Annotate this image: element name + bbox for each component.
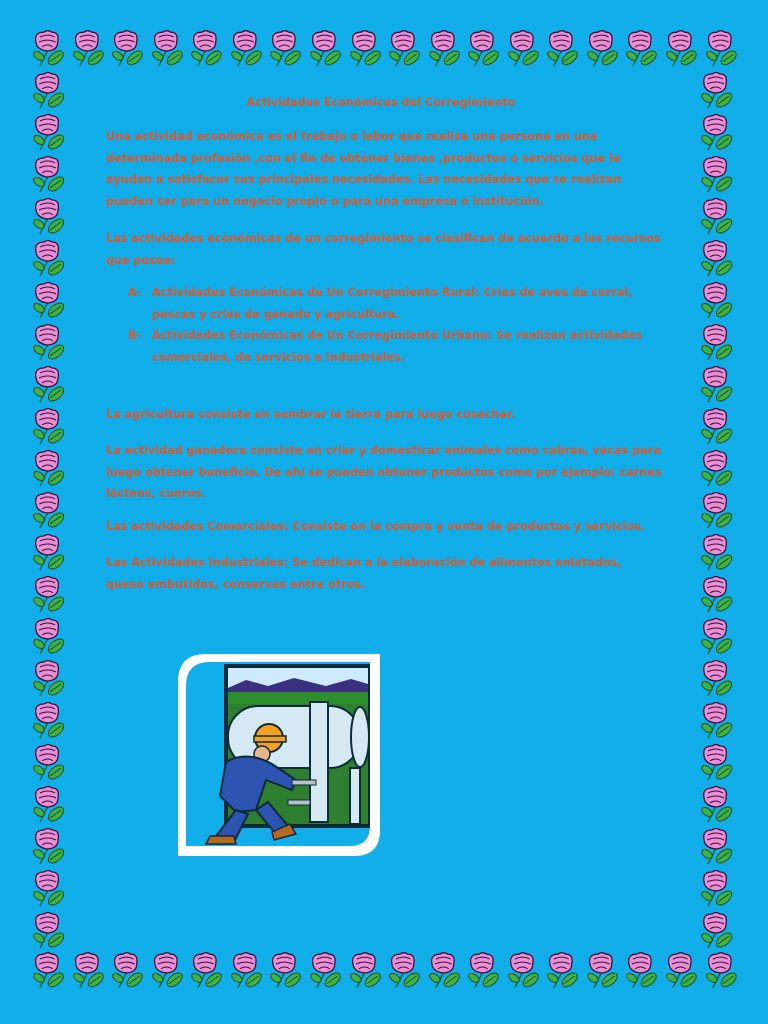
rose-border-icon — [265, 28, 305, 68]
rose-border-icon — [696, 616, 736, 656]
rose-border-icon — [265, 950, 305, 990]
pipeline-worker-clipart — [176, 650, 382, 858]
document-title: Actividades Económicas del Corregimiento — [246, 96, 516, 109]
rose-border-icon — [28, 616, 68, 656]
rose-border-icon — [503, 950, 543, 990]
rose-border-icon — [424, 28, 464, 68]
rose-border-icon — [424, 950, 464, 990]
rose-border-icon — [345, 950, 385, 990]
rose-border-icon — [696, 658, 736, 698]
rose-border-icon — [696, 448, 736, 488]
rose-border-right — [696, 70, 740, 950]
list-marker: B- — [128, 329, 142, 342]
rose-border-icon — [463, 28, 503, 68]
list-marker: A- — [128, 286, 142, 299]
rose-border-left — [28, 70, 72, 950]
rose-border-icon — [28, 154, 68, 194]
rose-border-icon — [345, 28, 385, 68]
rose-border-icon — [701, 950, 741, 990]
rose-border-icon — [28, 658, 68, 698]
rose-border-icon — [696, 910, 736, 950]
list-item — [128, 325, 648, 368]
rose-border-icon — [28, 322, 68, 362]
rose-border-icon — [696, 574, 736, 614]
rose-border-icon — [147, 28, 187, 68]
rose-border-icon — [28, 700, 68, 740]
rose-border-icon — [503, 28, 543, 68]
rose-border-icon — [696, 532, 736, 572]
rose-border-icon — [28, 70, 68, 110]
paragraph-agriculture: La agricultura consiste en sembrar la tierra para luego cosechar. — [106, 408, 516, 421]
rose-border-icon — [186, 28, 226, 68]
rose-border-icon — [68, 950, 108, 990]
rose-border-icon — [28, 196, 68, 236]
paragraph-commercial: Las actividades Comerciales: Consiste en la compra y venta de productos y servicios. — [106, 520, 645, 533]
rose-border-icon — [582, 950, 622, 990]
rose-border-icon — [701, 28, 741, 68]
rose-border-icon — [696, 280, 736, 320]
rose-border-icon — [28, 28, 68, 68]
rose-border-icon — [542, 28, 582, 68]
rose-border-icon — [107, 950, 147, 990]
rose-border-icon — [384, 28, 424, 68]
rose-border-icon — [582, 28, 622, 68]
rose-border-icon — [107, 28, 147, 68]
paragraph-definition: Una actividad económica es el trabajo o labor que realiza una persona en una determinada profesión ,con el fin de obtener bienes ,productos o servicios que le ayudan a satisfacer sus principales necesidades. Las necesidades que se realizan pueden ser para un negocio propio o para una empresa o institución. — [106, 130, 622, 208]
rose-border-icon — [661, 950, 701, 990]
rose-border-icon — [696, 826, 736, 866]
rose-border-icon — [28, 112, 68, 152]
rose-border-icon — [28, 406, 68, 446]
rose-border-icon — [147, 950, 187, 990]
rose-border-icon — [463, 950, 503, 990]
rose-border-icon — [226, 28, 266, 68]
rose-border-top — [28, 28, 740, 72]
rose-border-icon — [28, 532, 68, 572]
rose-border-icon — [28, 910, 68, 950]
rose-border-icon — [28, 950, 68, 990]
rose-border-icon — [696, 196, 736, 236]
rose-border-icon — [696, 490, 736, 530]
rose-border-icon — [621, 28, 661, 68]
rose-border-icon — [28, 364, 68, 404]
rose-border-icon — [68, 28, 108, 68]
rose-border-icon — [28, 574, 68, 614]
list-item-text: Actividades Económicas de Un Corregimiento Urbano: Se realizan actividades comerciales, de servicios e industriales. — [152, 329, 643, 364]
rose-border-icon — [28, 280, 68, 320]
paragraph-livestock: La actividad ganadera consiste en criar y domesticar animales como cabras, vacas para luego obtener beneficio. De ahí se pueden obtener productos como por ejemplo: carnes lácteos, cueros. — [106, 444, 662, 500]
rose-border-icon — [696, 406, 736, 446]
rose-border-icon — [226, 950, 266, 990]
rose-border-icon — [696, 112, 736, 152]
rose-border-icon — [28, 448, 68, 488]
rose-border-icon — [28, 742, 68, 782]
list-item-text: Actividades Económicas de Un Corregimiento Rural: Crías de aves de corral, pescas y crías de ganado y agricultura. — [152, 286, 633, 321]
rose-border-icon — [542, 950, 582, 990]
paragraph-classification: Las actividades económicas de un corregimiento se clasifican de acuerdo a los recursos que posee: — [106, 232, 661, 267]
rose-border-icon — [28, 238, 68, 278]
rose-border-icon — [305, 28, 345, 68]
rose-border-icon — [696, 70, 736, 110]
rose-border-icon — [28, 826, 68, 866]
paragraph-industrial: Las Actividades Industriales: Se dedican a la elaboración de alimentos enlatados, queso embutidos, conservas entre otros. — [106, 556, 622, 591]
rose-border-icon — [696, 784, 736, 824]
rose-border-icon — [186, 950, 226, 990]
rose-border-icon — [384, 950, 424, 990]
rose-border-icon — [696, 700, 736, 740]
rose-border-icon — [696, 154, 736, 194]
rose-border-icon — [621, 950, 661, 990]
rose-border-icon — [28, 784, 68, 824]
rose-border-icon — [305, 950, 345, 990]
rose-border-icon — [696, 322, 736, 362]
list-item — [128, 282, 648, 325]
rose-border-icon — [28, 490, 68, 530]
rose-border-bottom — [28, 950, 740, 994]
rose-border-icon — [696, 364, 736, 404]
rose-border-icon — [696, 742, 736, 782]
rose-border-icon — [661, 28, 701, 68]
rose-border-icon — [28, 868, 68, 908]
activity-list — [128, 282, 648, 368]
rose-border-icon — [696, 238, 736, 278]
rose-border-icon — [696, 868, 736, 908]
